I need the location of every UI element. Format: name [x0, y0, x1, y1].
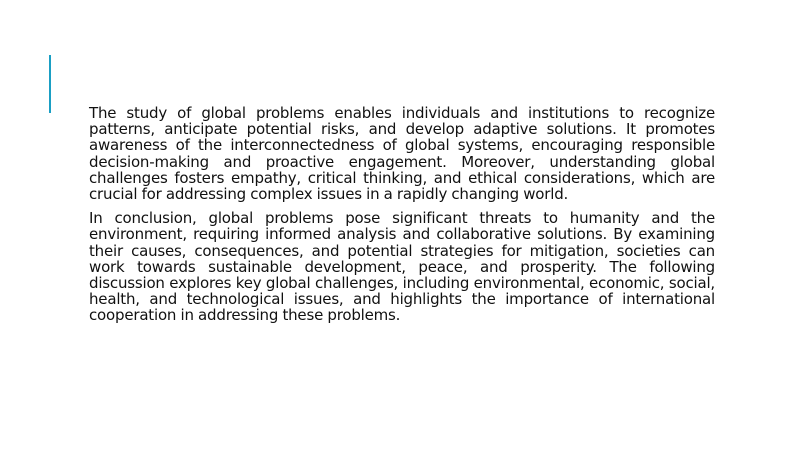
title-accent-bar — [49, 55, 51, 113]
body-paragraph-2: In conclusion, global problems pose significant threats to humanity and the environment, requiring informed analysis and collaborative solutions. By examining their causes, consequences, and potential strategies for mitigation, societies can work towards sustainable development, peace, and prosperity. The following discussion explores key global challenges, including environmental, economic, social, health, and technological issues, and highlights the importance of international cooperation in addressing these problems. — [89, 209, 715, 325]
slide-body — [89, 105, 715, 332]
body-paragraph-1: The study of global problems enables individuals and institutions to recognize patterns, anticipate potential risks, and develop adaptive solutions. It promotes awareness of the interconnectedness of global systems, encouraging responsible decision-making and proactive engagement. Moreover, understanding global challenges fosters empathy, critical thinking, and ethical considerations, which are crucial for addressing complex issues in a rapidly changing world. — [89, 104, 715, 204]
